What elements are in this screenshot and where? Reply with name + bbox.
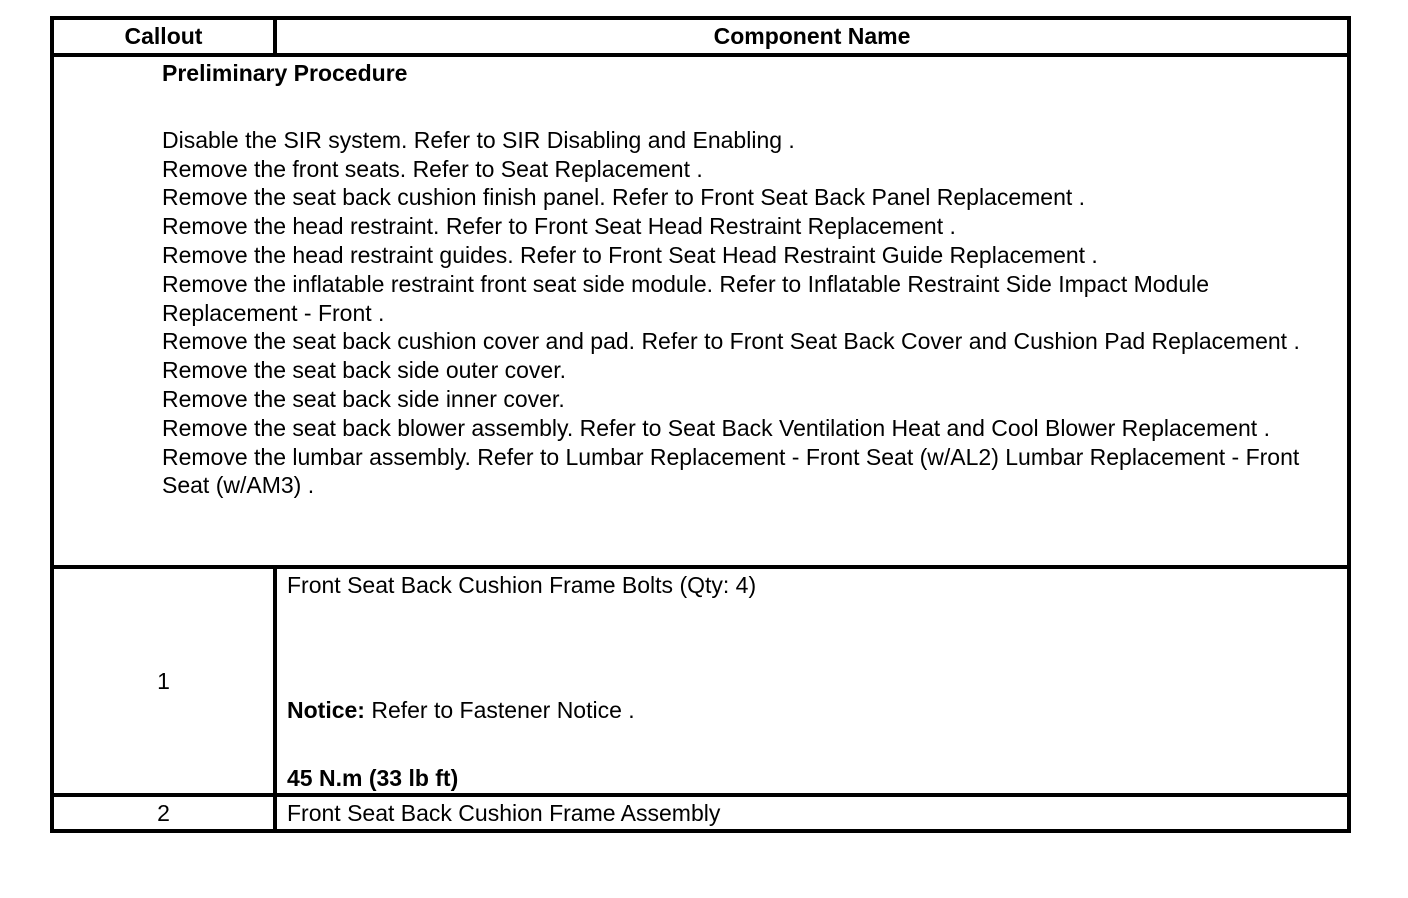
table-row — [52, 795, 1349, 831]
procedure-step: Remove the head restraint guides. Refer to Front Seat Head Restraint Guide Replacement . — [162, 241, 1098, 268]
procedure-table — [50, 16, 1351, 833]
procedure-step: Remove the lumbar assembly. Refer to Lumbar Replacement - Front Seat (w/AL2) Lumbar Replacement - Front Seat (w/AM3) . — [162, 443, 1300, 499]
callout-cell: 1 — [52, 567, 275, 795]
procedure-step: Remove the seat back cushion cover and pad. Refer to Front Seat Back Cover and Cushion Pad Replacement . — [162, 328, 1300, 355]
spacer — [287, 725, 1337, 764]
component-name: Front Seat Back Cushion Frame Bolts (Qty: 4) — [287, 572, 757, 598]
procedure-step: Remove the head restraint. Refer to Front Seat Head Restraint Replacement . — [162, 213, 956, 240]
callout-header: Callout — [52, 18, 275, 55]
procedure-step: Disable the SIR system. Refer to SIR Disabling and Enabling . — [162, 126, 795, 153]
preliminary-procedure-row — [52, 55, 1349, 567]
spacer — [162, 88, 1337, 126]
component-name-header: Component Name — [275, 18, 1349, 55]
table-row — [52, 567, 1349, 795]
procedure-step: Remove the inflatable restraint front seat side module. Refer to Inflatable Restraint Side Impact Module Replacement - Front . — [162, 270, 1210, 326]
procedure-step: Remove the front seats. Refer to Seat Replacement . — [162, 155, 703, 182]
component-name-cell: Front Seat Back Cushion Frame Assembly — [275, 795, 1349, 831]
procedure-step: Remove the seat back blower assembly. Refer to Seat Back Ventilation Heat and Cool Blower Replacement . — [162, 414, 1270, 441]
notice-label: Notice: — [287, 696, 365, 723]
header-row — [52, 18, 1349, 55]
preliminary-procedure-cell — [52, 55, 1349, 567]
callout-cell: 2 — [52, 795, 275, 831]
component-name-cell — [275, 567, 1349, 795]
torque-spec: 45 N.m (33 lb ft) — [287, 764, 459, 791]
procedure-step: Remove the seat back side inner cover. — [162, 385, 565, 412]
notice-text: Refer to Fastener Notice . — [364, 696, 635, 723]
preliminary-procedure-title: Preliminary Procedure — [162, 60, 408, 86]
notice — [287, 696, 1337, 725]
procedure-step: Remove the seat back cushion finish panel. Refer to Front Seat Back Panel Replacement . — [162, 184, 1086, 211]
spacer — [287, 600, 1337, 696]
procedure-step: Remove the seat back side outer cover. — [162, 357, 566, 384]
